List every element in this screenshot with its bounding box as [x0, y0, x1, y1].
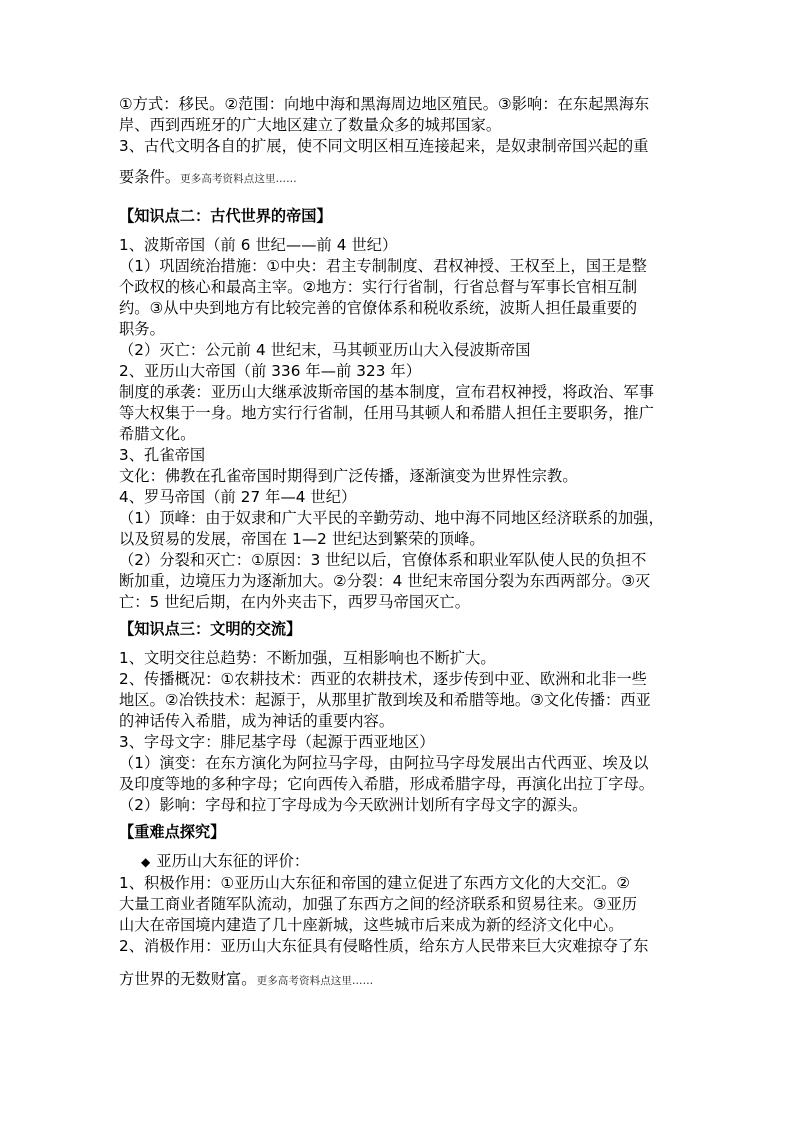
text-line: 2、消极作用：亚历山大东征具有侵略性质，给东方人民带来巨大灾难掠夺了东 — [119, 937, 649, 955]
text-line: （2）灭亡：公元前 4 世纪末，马其顿亚历山大入侵波斯帝国 — [119, 341, 531, 359]
more-resources-link[interactable]: 更多高考资料点这里…… — [180, 173, 297, 185]
text-line: 以及贸易的发展，帝国在 1—2 世纪达到繁荣的顶峰。 — [119, 530, 485, 548]
text-line: 地区。②冶铁技术：起源于，从那里扩散到埃及和希腊等地。③文化传播：西亚 — [119, 691, 651, 709]
text-line: 约。③从中央到地方有比较完善的官僚体系和税收系统，波斯人担任最重要的 — [119, 299, 638, 317]
text-line: 个政权的核心和最高主宰。②地方：实行行省制，行省总督与军事长官相互制 — [119, 278, 638, 296]
section-heading-exchange: 【知识点三：文明的交流】 — [119, 620, 302, 638]
text-line: 的神话传入希腊，成为神话的重要内容。 — [119, 712, 395, 730]
text-line: （2）分裂和灭亡：①原因：3 世纪以后，官僚体系和职业军队使人民的负担不 — [119, 551, 647, 569]
more-resources-link[interactable]: 更多高考资料点这里…… — [256, 975, 374, 987]
text-line: 亡：5 世纪后期，在内外夹击下，西罗马帝国灭亡。 — [119, 593, 471, 611]
text-line: （1）巩固统治措施：①中央：君主专制制度、君权神授、王权至上，国王是整 — [119, 257, 647, 275]
text-line: 1、积极作用：①亚历山大东征和帝国的建立促进了东西方文化的大交汇。② — [119, 874, 631, 892]
intro-last-line — [119, 167, 679, 190]
text-line: （2）影响：字母和拉丁字母成为今天欧洲计划所有字母文字的源头。 — [119, 796, 588, 814]
intro-line-3: 3、古代文明各自的扩展，使不同文明区相互连接起来，是奴隶制帝国兴起的重 — [119, 137, 649, 155]
key-points-last-line — [119, 969, 679, 992]
text-line: 希腊文化。 — [119, 425, 196, 443]
bullet-text: 亚历山大东征的评价： — [156, 852, 310, 870]
text-line: 4、罗马帝国（前 27 年—4 世纪） — [119, 488, 357, 506]
text-line: 等大权集于一身。地方实行行省制，任用马其顿人和希腊人担任主要职务，推广 — [119, 404, 655, 422]
intro-last-text: 要条件。 — [119, 168, 181, 186]
text-line: 大量工商业者随军队流动，加强了东西方之间的经济联系和贸易往来。③亚历 — [119, 895, 638, 913]
text-line: （1）顶峰：由于奴隶和广大平民的辛勤劳动、地中海不同地区经济联系的加强， — [119, 509, 664, 527]
section-empires-body — [119, 235, 679, 613]
document-page — [119, 94, 679, 992]
intro-line-1: ①方式：移民。②范围：向地中海和黑海周边地区殖民。③影响：在东起黑海东 — [119, 95, 650, 113]
section-key-points-body — [119, 873, 679, 957]
text-line: 及印度等地的多种字母；它向西传入希腊，形成希腊字母，再演化出拉丁字母。 — [119, 775, 655, 793]
text-line: 断加重，边境压力为逐渐加大。②分裂：4 世纪末帝国分裂为东西两部分。③灭 — [119, 572, 651, 590]
text-line: 3、孔雀帝国 — [119, 446, 206, 464]
intro-line-2: 岸、西到西班牙的广大地区建立了数量众多的城邦国家。 — [119, 116, 502, 134]
text-line: 2、亚历山大帝国（前 336 年—前 323 年） — [119, 362, 422, 380]
text-line: 职务。 — [119, 320, 165, 338]
key-points-last-text: 方世界的无数财富。 — [119, 970, 257, 988]
text-line: 制度的承袭：亚历山大继承波斯帝国的基本制度，宣布君权神授，将政治、军事 — [119, 383, 655, 401]
text-line: （1）演变：在东方演化为阿拉马字母，由阿拉马字母发展出古代西亚、埃及以 — [119, 754, 649, 772]
bullet-item — [119, 851, 679, 873]
text-line: 山大在帝国境内建造了几十座新城，这些城市后来成为新的经济文化中心。 — [119, 916, 624, 934]
section-heading-empires: 【知识点二：古代世界的帝国】 — [119, 207, 332, 225]
text-line: 文化：佛教在孔雀帝国时期得到广泛传播，逐渐演变为世界性宗教。 — [119, 467, 578, 485]
diamond-bullet-icon: ◆ — [141, 855, 151, 869]
section-heading-key-points: 【重难点探究】 — [119, 823, 226, 841]
text-line: 1、波斯帝国（前 6 世纪——前 4 世纪） — [119, 236, 398, 254]
section-exchange-body — [119, 648, 679, 816]
text-line: 1、文明交往总趋势：不断加强，互相影响也不断扩大。 — [119, 649, 496, 667]
text-line: 3、字母文字：腓尼基字母（起源于西亚地区） — [119, 733, 435, 751]
text-line: 2、传播概况：①农耕技术：西亚的农耕技术，逐步传到中亚、欧洲和北非一些 — [119, 670, 647, 688]
